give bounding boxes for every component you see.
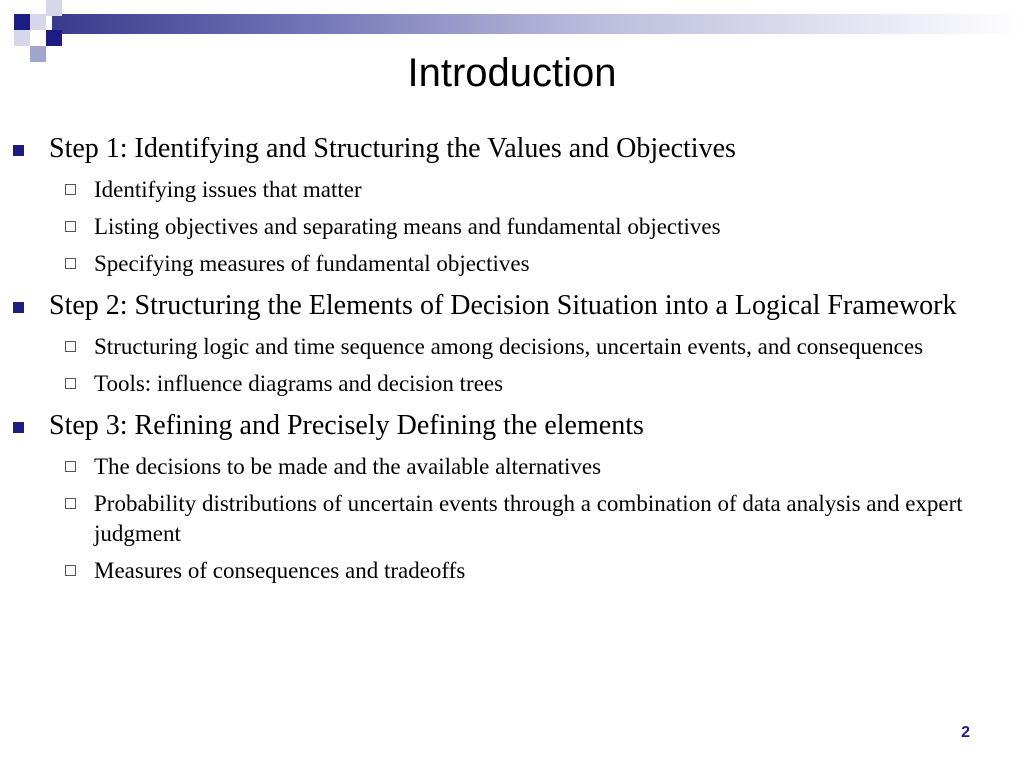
- sub-bullet-text: Probability distributions of uncertain events through a combination of data analysis and expert judgment: [94, 491, 963, 546]
- bullet-text: Step 3: Refining and Precisely Defining the elements: [49, 410, 644, 441]
- hollow-square-bullet-icon: [65, 378, 76, 389]
- hollow-square-bullet-icon: [65, 461, 76, 472]
- hollow-square-bullet-icon: [65, 258, 76, 269]
- deco-square: [14, 14, 30, 30]
- bullet-text: Step 2: Structuring the Elements of Decision Situation into a Logical Framework: [49, 290, 957, 321]
- sub-bullet-item: [0, 556, 1024, 586]
- sub-bullet-item: [0, 489, 1024, 549]
- bullet-list: [0, 128, 1024, 586]
- square-bullet-icon: [13, 422, 24, 433]
- sub-bullet-text: Identifying issues that matter: [94, 177, 362, 202]
- header-gradient-bar: [52, 14, 1024, 34]
- hollow-square-bullet-icon: [65, 221, 76, 232]
- sub-bullet-item: [0, 332, 1024, 362]
- sub-bullet-item: [0, 212, 1024, 242]
- deco-square: [46, 0, 62, 16]
- sub-bullet-text: Specifying measures of fundamental objectives: [94, 251, 530, 276]
- hollow-square-bullet-icon: [65, 498, 76, 509]
- square-bullet-icon: [13, 145, 24, 156]
- sub-bullet-text: Listing objectives and separating means and fundamental objectives: [94, 214, 721, 239]
- sub-bullet-text: Tools: influence diagrams and decision trees: [94, 371, 504, 396]
- bullet-item: [0, 130, 1024, 168]
- hollow-square-bullet-icon: [65, 341, 76, 352]
- bullet-item: [0, 287, 1024, 325]
- hollow-square-bullet-icon: [65, 184, 76, 195]
- deco-square: [14, 30, 30, 46]
- sub-bullet-item: [0, 249, 1024, 279]
- page-number: 2: [961, 724, 970, 741]
- bullet-item: [0, 407, 1024, 445]
- hollow-square-bullet-icon: [65, 565, 76, 576]
- deco-square: [46, 30, 62, 46]
- sub-bullet-text: The decisions to be made and the available alternatives: [94, 454, 602, 479]
- sub-bullet-text: Measures of consequences and tradeoffs: [94, 558, 466, 583]
- square-bullet-icon: [13, 302, 24, 313]
- deco-square: [30, 14, 46, 30]
- sub-bullet-text: Structuring logic and time sequence among decisions, uncertain events, and consequences: [94, 334, 924, 359]
- sub-bullet-item: [0, 369, 1024, 399]
- sub-bullet-item: [0, 452, 1024, 482]
- bullet-text: Step 1: Identifying and Structuring the Values and Objectives: [49, 133, 736, 164]
- slide-title: Introduction: [407, 51, 617, 95]
- sub-bullet-item: [0, 175, 1024, 205]
